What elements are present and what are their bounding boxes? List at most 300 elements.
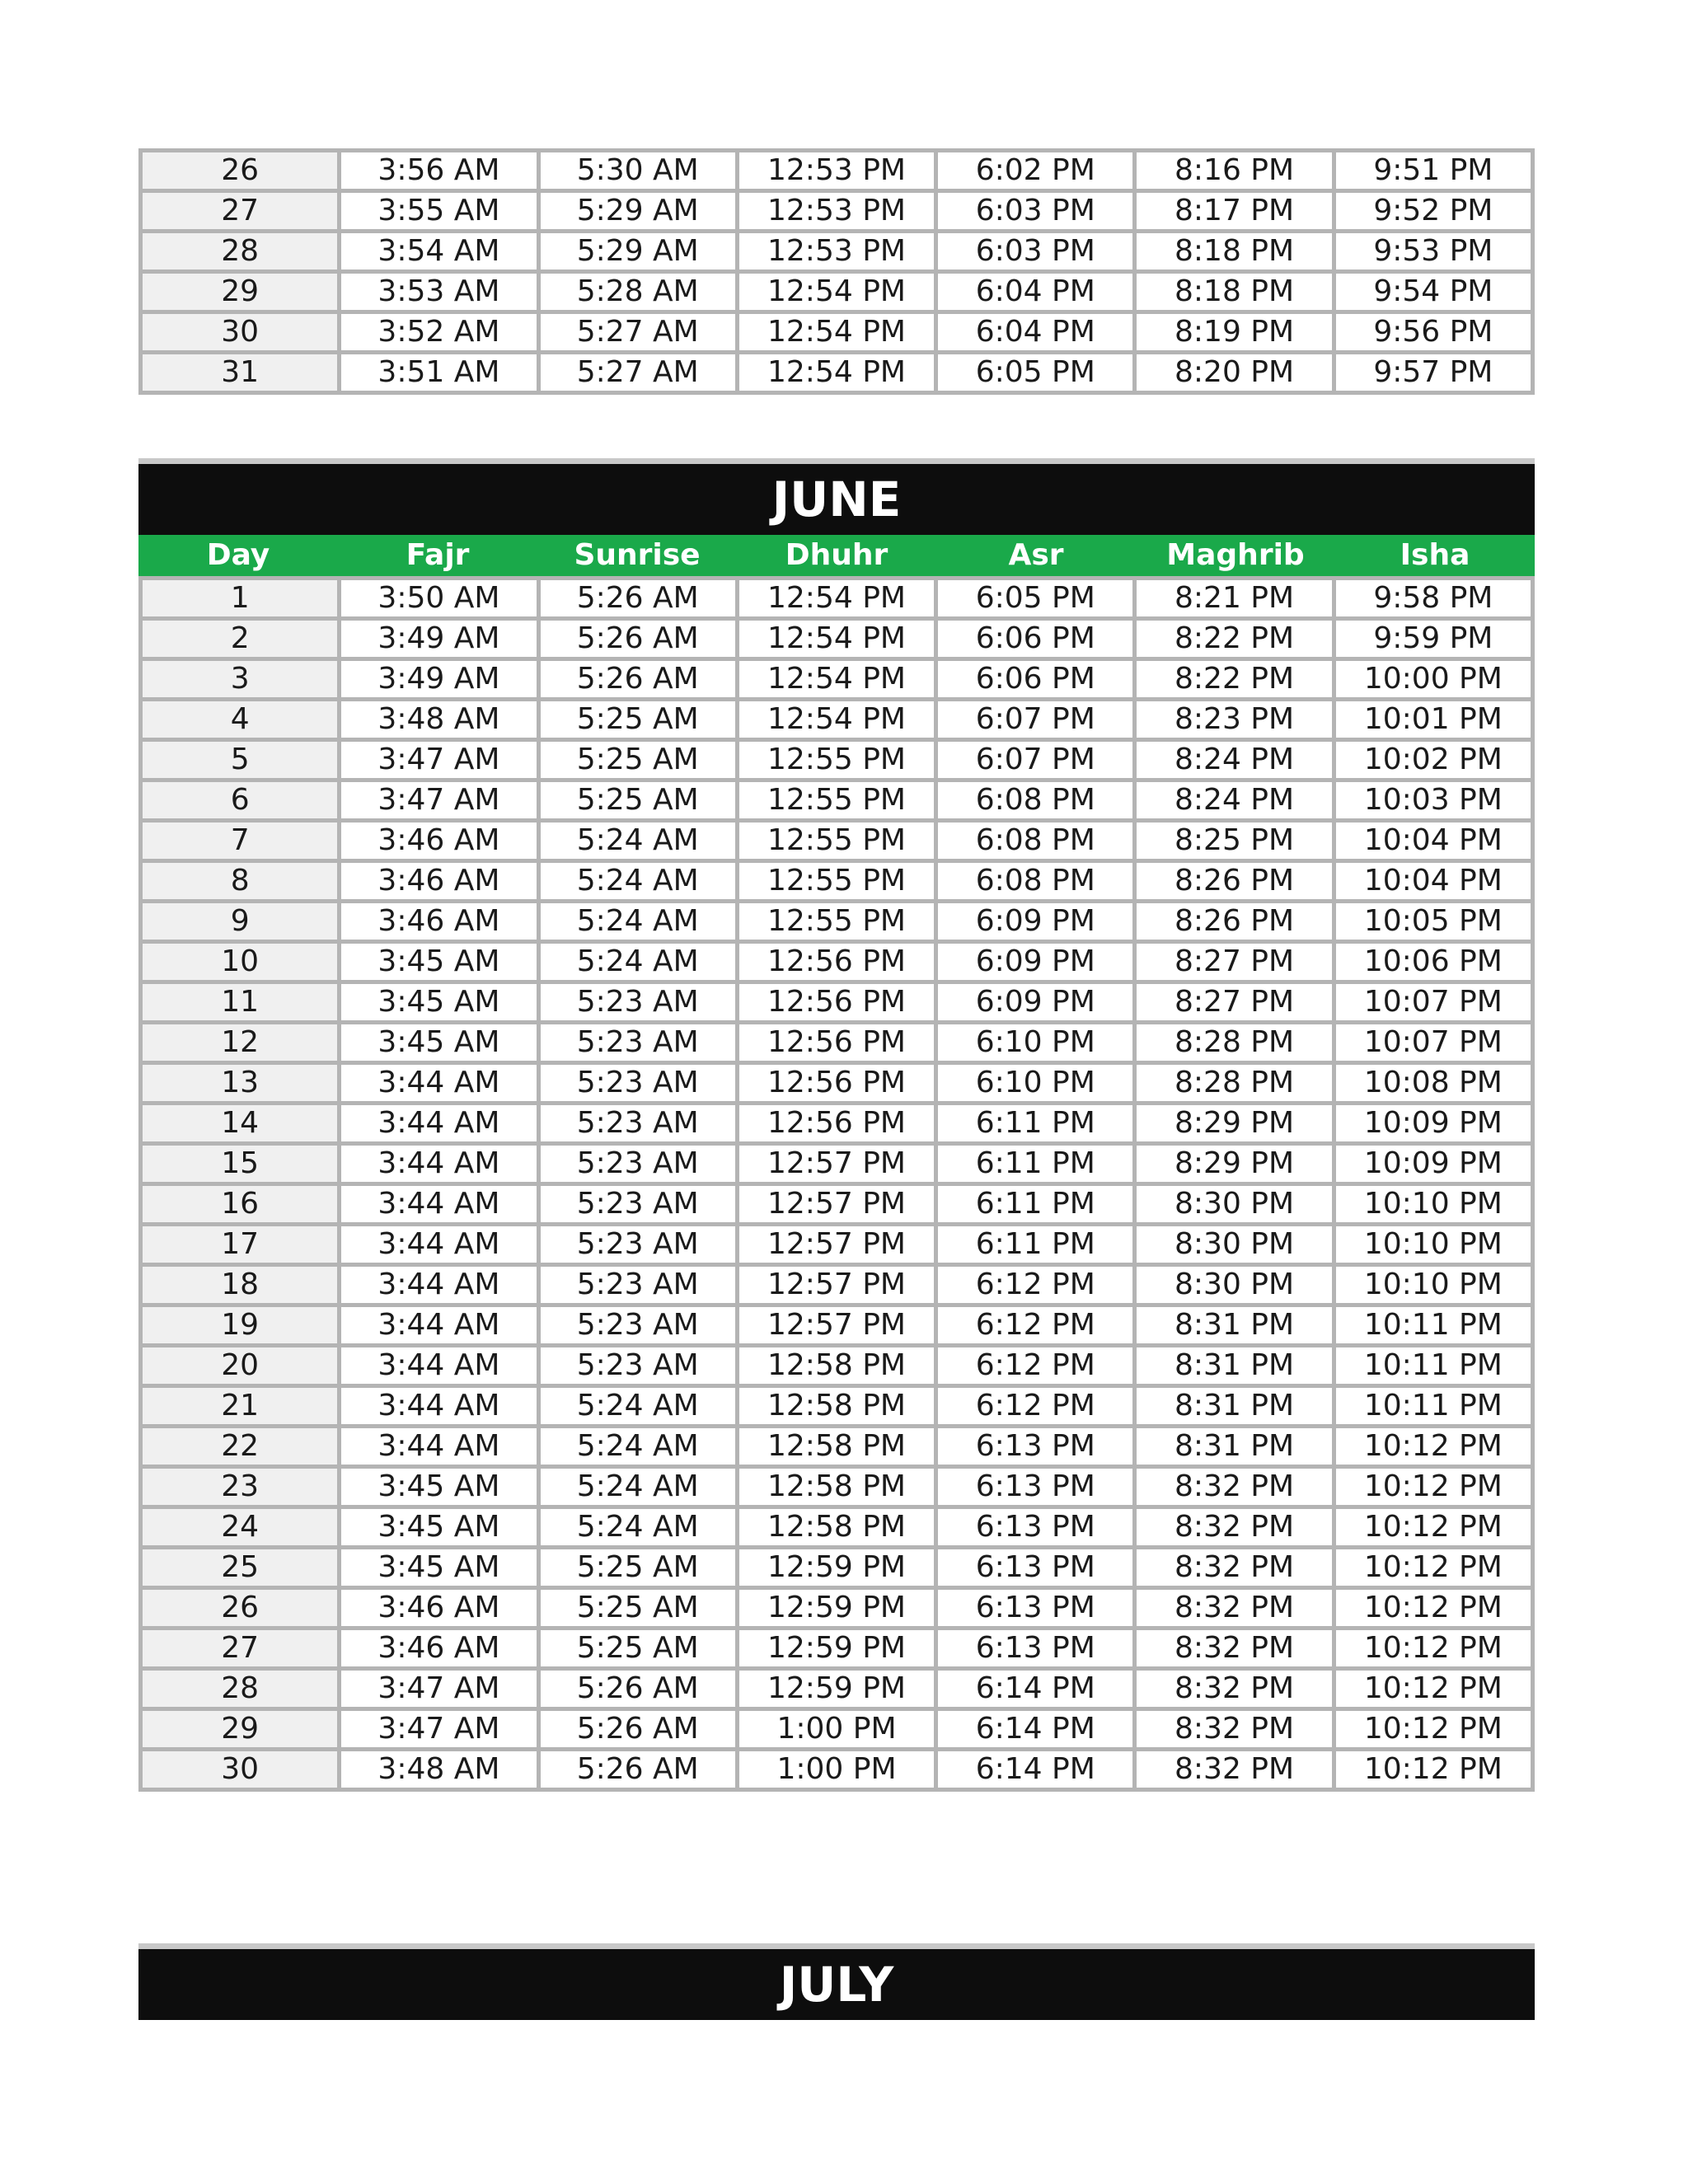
cell-sunrise: 5:26 AM <box>538 659 737 700</box>
cell-maghrib: 8:20 PM <box>1135 353 1334 393</box>
cell-isha: 9:53 PM <box>1334 232 1532 272</box>
cell-sunrise: 5:24 AM <box>538 861 737 902</box>
cell-isha: 9:52 PM <box>1334 191 1532 232</box>
cell-fajr: 3:54 AM <box>340 232 538 272</box>
cell-asr: 6:09 PM <box>936 982 1135 1023</box>
cell-dhuhr: 12:54 PM <box>737 659 935 700</box>
cell-day: 26 <box>141 1588 340 1629</box>
cell-day: 3 <box>141 659 340 700</box>
cell-maghrib: 8:29 PM <box>1135 1104 1334 1144</box>
cell-day: 30 <box>141 312 340 353</box>
cell-day: 30 <box>141 1750 340 1790</box>
cell-isha: 9:56 PM <box>1334 312 1532 353</box>
cell-fajr: 3:47 AM <box>340 740 538 780</box>
cell-fajr: 3:47 AM <box>340 1709 538 1750</box>
cell-dhuhr: 12:54 PM <box>737 312 935 353</box>
cell-day: 14 <box>141 1104 340 1144</box>
cell-isha: 10:04 PM <box>1334 821 1532 861</box>
cell-day: 21 <box>141 1386 340 1427</box>
cell-dhuhr: 12:56 PM <box>737 1063 935 1104</box>
cell-sunrise: 5:25 AM <box>538 700 737 740</box>
cell-maghrib: 8:32 PM <box>1135 1750 1334 1790</box>
cell-maghrib: 8:22 PM <box>1135 619 1334 659</box>
cell-fajr: 3:44 AM <box>340 1184 538 1225</box>
cell-asr: 6:13 PM <box>936 1629 1135 1669</box>
cell-isha: 10:12 PM <box>1334 1467 1532 1507</box>
table-row <box>141 1184 1533 1225</box>
cell-dhuhr: 12:53 PM <box>737 151 935 191</box>
cell-fajr: 3:47 AM <box>340 1669 538 1709</box>
cell-fajr: 3:56 AM <box>340 151 538 191</box>
cell-day: 6 <box>141 780 340 821</box>
cell-asr: 6:08 PM <box>936 780 1135 821</box>
cell-isha: 10:03 PM <box>1334 780 1532 821</box>
table-row <box>141 1709 1533 1750</box>
cell-sunrise: 5:24 AM <box>538 821 737 861</box>
cell-isha: 10:11 PM <box>1334 1305 1532 1346</box>
cell-sunrise: 5:25 AM <box>538 780 737 821</box>
cell-isha: 9:54 PM <box>1334 272 1532 312</box>
cell-dhuhr: 12:54 PM <box>737 353 935 393</box>
cell-dhuhr: 12:57 PM <box>737 1305 935 1346</box>
cell-isha: 10:12 PM <box>1334 1629 1532 1669</box>
table-row <box>141 1669 1533 1709</box>
cell-asr: 6:07 PM <box>936 740 1135 780</box>
cell-dhuhr: 1:00 PM <box>737 1709 935 1750</box>
june-table <box>138 576 1535 1792</box>
table-row <box>141 942 1533 982</box>
cell-fajr: 3:53 AM <box>340 272 538 312</box>
cell-maghrib: 8:32 PM <box>1135 1709 1334 1750</box>
table-row <box>141 902 1533 942</box>
cell-sunrise: 5:25 AM <box>538 1548 737 1588</box>
cell-isha: 10:01 PM <box>1334 700 1532 740</box>
table-row <box>141 619 1533 659</box>
cell-fajr: 3:45 AM <box>340 982 538 1023</box>
cell-maghrib: 8:30 PM <box>1135 1265 1334 1305</box>
column-header-isha: Isha <box>1400 538 1470 572</box>
cell-day: 22 <box>141 1427 340 1467</box>
cell-day: 12 <box>141 1023 340 1063</box>
cell-day: 13 <box>141 1063 340 1104</box>
cell-day: 29 <box>141 272 340 312</box>
cell-dhuhr: 12:58 PM <box>737 1507 935 1548</box>
cell-sunrise: 5:26 AM <box>538 1669 737 1709</box>
cell-fajr: 3:47 AM <box>340 780 538 821</box>
cell-asr: 6:10 PM <box>936 1023 1135 1063</box>
cell-dhuhr: 12:57 PM <box>737 1144 935 1184</box>
cell-fajr: 3:46 AM <box>340 821 538 861</box>
cell-asr: 6:05 PM <box>936 579 1135 619</box>
cell-day: 10 <box>141 942 340 982</box>
cell-sunrise: 5:26 AM <box>538 1709 737 1750</box>
cell-isha: 10:12 PM <box>1334 1750 1532 1790</box>
cell-fajr: 3:44 AM <box>340 1427 538 1467</box>
cell-sunrise: 5:25 AM <box>538 740 737 780</box>
cell-fajr: 3:46 AM <box>340 1588 538 1629</box>
cell-dhuhr: 12:54 PM <box>737 579 935 619</box>
cell-fajr: 3:46 AM <box>340 861 538 902</box>
cell-isha: 10:12 PM <box>1334 1669 1532 1709</box>
cell-fajr: 3:44 AM <box>340 1104 538 1144</box>
cell-dhuhr: 12:56 PM <box>737 1104 935 1144</box>
cell-fajr: 3:55 AM <box>340 191 538 232</box>
cell-dhuhr: 12:56 PM <box>737 982 935 1023</box>
cell-sunrise: 5:25 AM <box>538 1588 737 1629</box>
cell-maghrib: 8:17 PM <box>1135 191 1334 232</box>
cell-sunrise: 5:27 AM <box>538 312 737 353</box>
cell-day: 31 <box>141 353 340 393</box>
cell-day: 5 <box>141 740 340 780</box>
cell-isha: 10:10 PM <box>1334 1184 1532 1225</box>
cell-maghrib: 8:31 PM <box>1135 1305 1334 1346</box>
cell-maghrib: 8:27 PM <box>1135 942 1334 982</box>
cell-asr: 6:11 PM <box>936 1104 1135 1144</box>
cell-isha: 10:12 PM <box>1334 1548 1532 1588</box>
table-row <box>141 780 1533 821</box>
cell-isha: 10:11 PM <box>1334 1346 1532 1386</box>
table-row <box>141 1144 1533 1184</box>
cell-dhuhr: 1:00 PM <box>737 1750 935 1790</box>
july-section <box>138 1943 1535 2020</box>
cell-fajr: 3:50 AM <box>340 579 538 619</box>
cell-fajr: 3:46 AM <box>340 1629 538 1669</box>
cell-maghrib: 8:31 PM <box>1135 1427 1334 1467</box>
cell-maghrib: 8:32 PM <box>1135 1588 1334 1629</box>
cell-dhuhr: 12:55 PM <box>737 821 935 861</box>
cell-dhuhr: 12:56 PM <box>737 1023 935 1063</box>
table-row <box>141 821 1533 861</box>
cell-dhuhr: 12:55 PM <box>737 861 935 902</box>
table-row <box>141 982 1533 1023</box>
cell-isha: 10:08 PM <box>1334 1063 1532 1104</box>
month-header-july: JULY <box>138 1943 1535 2020</box>
cell-maghrib: 8:32 PM <box>1135 1548 1334 1588</box>
table-row <box>141 191 1533 232</box>
column-header-sunrise: Sunrise <box>574 538 701 572</box>
cell-fajr: 3:52 AM <box>340 312 538 353</box>
cell-asr: 6:14 PM <box>936 1669 1135 1709</box>
cell-maghrib: 8:18 PM <box>1135 232 1334 272</box>
cell-asr: 6:13 PM <box>936 1588 1135 1629</box>
cell-maghrib: 8:31 PM <box>1135 1386 1334 1427</box>
cell-maghrib: 8:26 PM <box>1135 902 1334 942</box>
cell-fajr: 3:45 AM <box>340 1548 538 1588</box>
cell-maghrib: 8:19 PM <box>1135 312 1334 353</box>
cell-day: 27 <box>141 191 340 232</box>
cell-isha: 10:10 PM <box>1334 1225 1532 1265</box>
cell-sunrise: 5:23 AM <box>538 1225 737 1265</box>
cell-day: 24 <box>141 1507 340 1548</box>
cell-maghrib: 8:18 PM <box>1135 272 1334 312</box>
cell-day: 19 <box>141 1305 340 1346</box>
cell-maghrib: 8:21 PM <box>1135 579 1334 619</box>
table-row <box>141 312 1533 353</box>
cell-isha: 10:12 PM <box>1334 1427 1532 1467</box>
cell-isha: 9:59 PM <box>1334 619 1532 659</box>
cell-sunrise: 5:23 AM <box>538 1184 737 1225</box>
cell-dhuhr: 12:53 PM <box>737 191 935 232</box>
cell-maghrib: 8:25 PM <box>1135 821 1334 861</box>
cell-sunrise: 5:23 AM <box>538 1346 737 1386</box>
cell-day: 4 <box>141 700 340 740</box>
cell-asr: 6:09 PM <box>936 902 1135 942</box>
cell-dhuhr: 12:53 PM <box>737 232 935 272</box>
table-row <box>141 1305 1533 1346</box>
cell-day: 26 <box>141 151 340 191</box>
cell-isha: 10:12 PM <box>1334 1588 1532 1629</box>
cell-sunrise: 5:23 AM <box>538 1305 737 1346</box>
cell-asr: 6:11 PM <box>936 1225 1135 1265</box>
cell-day: 17 <box>141 1225 340 1265</box>
cell-asr: 6:03 PM <box>936 191 1135 232</box>
cell-dhuhr: 12:58 PM <box>737 1346 935 1386</box>
cell-dhuhr: 12:58 PM <box>737 1467 935 1507</box>
may-tail-table <box>138 148 1535 395</box>
column-header-asr: Asr <box>1008 538 1064 572</box>
cell-dhuhr: 12:55 PM <box>737 740 935 780</box>
cell-sunrise: 5:23 AM <box>538 982 737 1023</box>
cell-fajr: 3:48 AM <box>340 1750 538 1790</box>
cell-isha: 10:02 PM <box>1334 740 1532 780</box>
cell-fajr: 3:45 AM <box>340 1023 538 1063</box>
cell-day: 28 <box>141 232 340 272</box>
cell-sunrise: 5:23 AM <box>538 1063 737 1104</box>
cell-isha: 9:51 PM <box>1334 151 1532 191</box>
cell-asr: 6:14 PM <box>936 1750 1135 1790</box>
cell-asr: 6:14 PM <box>936 1709 1135 1750</box>
cell-day: 28 <box>141 1669 340 1709</box>
cell-asr: 6:04 PM <box>936 312 1135 353</box>
cell-maghrib: 8:26 PM <box>1135 861 1334 902</box>
cell-sunrise: 5:23 AM <box>538 1023 737 1063</box>
cell-dhuhr: 12:58 PM <box>737 1427 935 1467</box>
cell-asr: 6:07 PM <box>936 700 1135 740</box>
cell-day: 11 <box>141 982 340 1023</box>
cell-maghrib: 8:24 PM <box>1135 780 1334 821</box>
cell-maghrib: 8:27 PM <box>1135 982 1334 1023</box>
cell-dhuhr: 12:57 PM <box>737 1225 935 1265</box>
cell-isha: 10:00 PM <box>1334 659 1532 700</box>
cell-sunrise: 5:24 AM <box>538 1427 737 1467</box>
cell-sunrise: 5:30 AM <box>538 151 737 191</box>
cell-asr: 6:02 PM <box>936 151 1135 191</box>
table-row <box>141 861 1533 902</box>
cell-maghrib: 8:32 PM <box>1135 1629 1334 1669</box>
cell-maghrib: 8:16 PM <box>1135 151 1334 191</box>
cell-sunrise: 5:26 AM <box>538 619 737 659</box>
cell-isha: 9:58 PM <box>1334 579 1532 619</box>
cell-fajr: 3:44 AM <box>340 1346 538 1386</box>
cell-maghrib: 8:24 PM <box>1135 740 1334 780</box>
cell-asr: 6:11 PM <box>936 1184 1135 1225</box>
cell-isha: 10:11 PM <box>1334 1386 1532 1427</box>
cell-sunrise: 5:23 AM <box>538 1104 737 1144</box>
cell-asr: 6:12 PM <box>936 1265 1135 1305</box>
cell-maghrib: 8:28 PM <box>1135 1063 1334 1104</box>
cell-sunrise: 5:24 AM <box>538 1507 737 1548</box>
cell-asr: 6:06 PM <box>936 659 1135 700</box>
cell-isha: 10:05 PM <box>1334 902 1532 942</box>
cell-sunrise: 5:24 AM <box>538 942 737 982</box>
cell-isha: 10:07 PM <box>1334 982 1532 1023</box>
cell-sunrise: 5:26 AM <box>538 1750 737 1790</box>
cell-asr: 6:11 PM <box>936 1144 1135 1184</box>
cell-fajr: 3:45 AM <box>340 1507 538 1548</box>
cell-dhuhr: 12:57 PM <box>737 1265 935 1305</box>
cell-fajr: 3:48 AM <box>340 700 538 740</box>
cell-dhuhr: 12:55 PM <box>737 902 935 942</box>
table-row <box>141 272 1533 312</box>
cell-maghrib: 8:30 PM <box>1135 1225 1334 1265</box>
cell-fajr: 3:49 AM <box>340 619 538 659</box>
cell-asr: 6:08 PM <box>936 861 1135 902</box>
cell-maghrib: 8:32 PM <box>1135 1669 1334 1709</box>
table-row <box>141 1467 1533 1507</box>
table-row <box>141 353 1533 393</box>
table-row <box>141 1507 1533 1548</box>
table-row <box>141 1750 1533 1790</box>
cell-fajr: 3:45 AM <box>340 1467 538 1507</box>
cell-dhuhr: 12:57 PM <box>737 1184 935 1225</box>
cell-sunrise: 5:29 AM <box>538 191 737 232</box>
table-row <box>141 1225 1533 1265</box>
cell-maghrib: 8:32 PM <box>1135 1507 1334 1548</box>
cell-isha: 10:04 PM <box>1334 861 1532 902</box>
cell-asr: 6:13 PM <box>936 1548 1135 1588</box>
cell-isha: 10:12 PM <box>1334 1507 1532 1548</box>
cell-asr: 6:08 PM <box>936 821 1135 861</box>
cell-maghrib: 8:22 PM <box>1135 659 1334 700</box>
table-row <box>141 1427 1533 1467</box>
cell-maghrib: 8:29 PM <box>1135 1144 1334 1184</box>
cell-asr: 6:13 PM <box>936 1467 1135 1507</box>
table-row <box>141 740 1533 780</box>
cell-sunrise: 5:23 AM <box>538 1265 737 1305</box>
cell-fajr: 3:51 AM <box>340 353 538 393</box>
cell-asr: 6:13 PM <box>936 1507 1135 1548</box>
cell-day: 16 <box>141 1184 340 1225</box>
cell-fajr: 3:44 AM <box>340 1144 538 1184</box>
cell-maghrib: 8:28 PM <box>1135 1023 1334 1063</box>
cell-isha: 10:12 PM <box>1334 1709 1532 1750</box>
cell-maghrib: 8:30 PM <box>1135 1184 1334 1225</box>
cell-isha: 10:10 PM <box>1334 1265 1532 1305</box>
cell-dhuhr: 12:59 PM <box>737 1588 935 1629</box>
table-row <box>141 579 1533 619</box>
table-row <box>141 1265 1533 1305</box>
cell-day: 7 <box>141 821 340 861</box>
cell-asr: 6:12 PM <box>936 1346 1135 1386</box>
cell-dhuhr: 12:58 PM <box>737 1386 935 1427</box>
table-row <box>141 1346 1533 1386</box>
cell-asr: 6:03 PM <box>936 232 1135 272</box>
table-row <box>141 1386 1533 1427</box>
cell-day: 9 <box>141 902 340 942</box>
cell-day: 18 <box>141 1265 340 1305</box>
column-header-dhuhr: Dhuhr <box>785 538 889 572</box>
may-tail-section <box>138 148 1535 395</box>
cell-day: 1 <box>141 579 340 619</box>
table-row <box>141 151 1533 191</box>
cell-maghrib: 8:32 PM <box>1135 1467 1334 1507</box>
cell-dhuhr: 12:59 PM <box>737 1629 935 1669</box>
june-section <box>138 458 1535 1792</box>
may-tail-table-body <box>141 151 1533 393</box>
cell-asr: 6:12 PM <box>936 1305 1135 1346</box>
cell-fajr: 3:44 AM <box>340 1225 538 1265</box>
cell-asr: 6:04 PM <box>936 272 1135 312</box>
cell-asr: 6:09 PM <box>936 942 1135 982</box>
cell-day: 25 <box>141 1548 340 1588</box>
cell-dhuhr: 12:55 PM <box>737 780 935 821</box>
cell-day: 15 <box>141 1144 340 1184</box>
cell-sunrise: 5:24 AM <box>538 902 737 942</box>
cell-sunrise: 5:25 AM <box>538 1629 737 1669</box>
cell-fajr: 3:44 AM <box>340 1386 538 1427</box>
cell-dhuhr: 12:54 PM <box>737 272 935 312</box>
cell-fajr: 3:49 AM <box>340 659 538 700</box>
cell-fajr: 3:46 AM <box>340 902 538 942</box>
cell-asr: 6:13 PM <box>936 1427 1135 1467</box>
cell-fajr: 3:44 AM <box>340 1265 538 1305</box>
cell-dhuhr: 12:56 PM <box>737 942 935 982</box>
cell-sunrise: 5:28 AM <box>538 272 737 312</box>
cell-dhuhr: 12:54 PM <box>737 700 935 740</box>
cell-sunrise: 5:24 AM <box>538 1386 737 1427</box>
cell-isha: 10:09 PM <box>1334 1104 1532 1144</box>
cell-sunrise: 5:29 AM <box>538 232 737 272</box>
cell-sunrise: 5:24 AM <box>538 1467 737 1507</box>
table-row <box>141 1588 1533 1629</box>
table-row <box>141 1063 1533 1104</box>
cell-day: 23 <box>141 1467 340 1507</box>
cell-isha: 10:06 PM <box>1334 942 1532 982</box>
cell-day: 20 <box>141 1346 340 1386</box>
cell-fajr: 3:44 AM <box>340 1305 538 1346</box>
cell-asr: 6:10 PM <box>936 1063 1135 1104</box>
cell-maghrib: 8:23 PM <box>1135 700 1334 740</box>
cell-isha: 9:57 PM <box>1334 353 1532 393</box>
cell-asr: 6:05 PM <box>936 353 1135 393</box>
cell-dhuhr: 12:54 PM <box>737 619 935 659</box>
cell-sunrise: 5:26 AM <box>538 579 737 619</box>
cell-day: 8 <box>141 861 340 902</box>
table-row <box>141 659 1533 700</box>
cell-isha: 10:09 PM <box>1334 1144 1532 1184</box>
cell-sunrise: 5:23 AM <box>538 1144 737 1184</box>
cell-fajr: 3:45 AM <box>340 942 538 982</box>
cell-isha: 10:07 PM <box>1334 1023 1532 1063</box>
cell-dhuhr: 12:59 PM <box>737 1669 935 1709</box>
month-header-june: JUNE <box>138 458 1535 535</box>
column-header-day: Day <box>206 538 270 572</box>
column-header-fajr: Fajr <box>406 538 470 572</box>
table-row <box>141 1104 1533 1144</box>
cell-day: 2 <box>141 619 340 659</box>
table-row <box>141 1548 1533 1588</box>
column-header-maghrib: Maghrib <box>1166 538 1305 572</box>
cell-maghrib: 8:31 PM <box>1135 1346 1334 1386</box>
cell-asr: 6:12 PM <box>936 1386 1135 1427</box>
cell-sunrise: 5:27 AM <box>538 353 737 393</box>
table-row <box>141 232 1533 272</box>
table-row <box>141 700 1533 740</box>
cell-fajr: 3:44 AM <box>340 1063 538 1104</box>
cell-dhuhr: 12:59 PM <box>737 1548 935 1588</box>
cell-day: 27 <box>141 1629 340 1669</box>
column-header-row <box>138 535 1535 576</box>
